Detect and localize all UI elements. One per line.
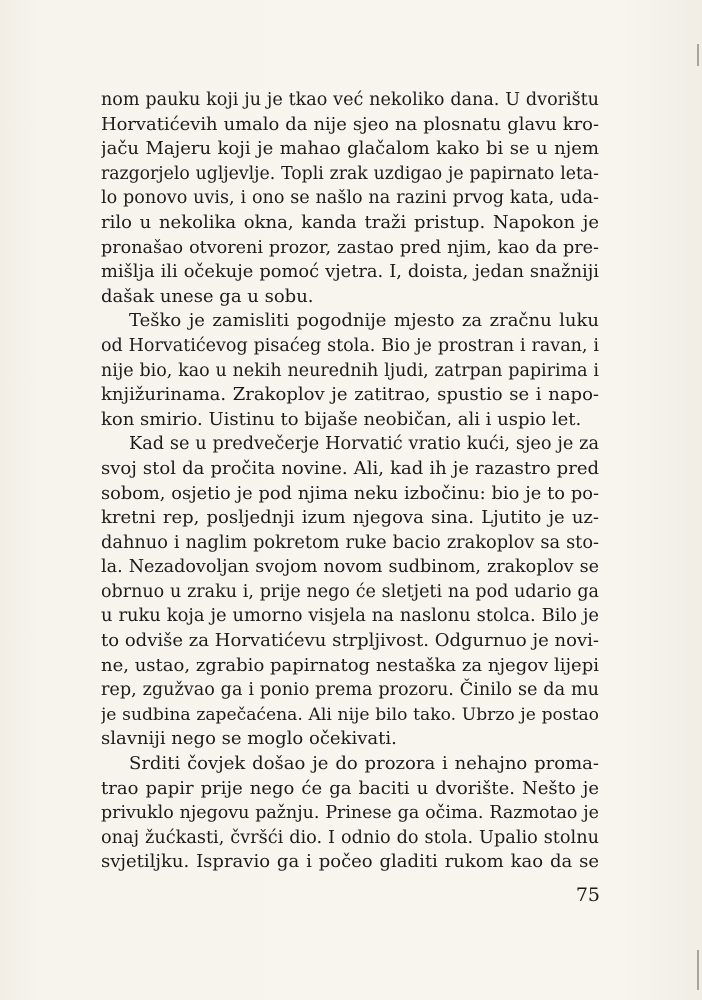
text-line: Kad se u predvečerje Horvatić vratio kući, sjeo je za [129, 434, 599, 455]
text-line: je sudbina zapečaćena. Ali nije bilo tako. Ubrzo je postao [101, 704, 599, 725]
text-line: nom pauku koji ju je tkao već nekoliko dana. U dvorištu [101, 90, 599, 110]
text-line: ne, ustao, zgrabio papirnatog nestaška za njegov lijepi [101, 654, 599, 676]
body-text [101, 88, 599, 875]
text-line: la. Nezadovoljan svojom novom sudbinom, zrakoplov se [101, 557, 599, 578]
text-line: Srditi čovjek došao je do prozora i nehajno proma- [129, 753, 599, 775]
page-number: 75 [575, 884, 600, 906]
text-line: razgorjelo ugljevlje. Topli zrak uzdigao je papirnato leta- [101, 163, 599, 184]
text-line: Horvatićevih umalo da nije sjeo na plosnatu glavu kro- [101, 113, 599, 135]
text-line: Teško je zamisliti pogodnije mjesto za zračnu luku [129, 310, 599, 332]
text-line: trao papir prije nego će ga baciti u dvorište. Nešto je [101, 777, 599, 799]
text-line: slavniji nego se moglo očekivati. [101, 728, 397, 750]
text-line: dahnuo i naglim pokretom ruke bacio zrakoplov sa sto- [101, 532, 599, 553]
text-line: to odviše za Horvatićevu strpljivost. Odgurnuo je novi- [101, 630, 599, 652]
text-line: obrnuo u zraku i, prije nego će sletjeti na pod udario ga [101, 581, 599, 602]
text-line: dašak unese ga u sobu. [101, 285, 314, 307]
text-line: privuklo njegovu pažnju. Prinese ga očima. Razmotao je [101, 803, 599, 824]
text-line: rep, zgužvao ga i ponio prema prozoru. Činilo se da mu [101, 680, 599, 701]
text-line: onaj žućkasti, čvršći dio. I odnio do stola. Upalio stolnu [101, 827, 599, 848]
text-line: mišlja ili očekuje pomoć vjetra. I, doista, jedan snažniji [101, 261, 599, 283]
text-line: od Horvatićevog pisaćeg stola. Bio je prostran i ravan, i [101, 335, 599, 356]
paragraph-2 [101, 309, 599, 432]
text-line: svjetiljku. Ispravio ga i počeo gladiti rukom kao da se [101, 851, 599, 873]
text-line: svoj stol da pročita novine. Ali, kad ih je razastro pred [101, 457, 599, 479]
page-edge-mark-top [697, 44, 699, 66]
text-line: kon smirio. Uistinu to bijaše neobičan, ali i uspio let. [101, 408, 582, 430]
paragraph-1 [101, 88, 599, 309]
text-line: lo ponovo uvis, i ono se našlo na razini prvog kata, uda- [101, 188, 599, 209]
text-line: rilo u nekolika okna, kanda traži pristup. Napokon je [101, 211, 599, 233]
text-line: pronašao otvoreni prozor, zastao pred njim, kao da pre- [101, 237, 599, 258]
page-edge-mark-bottom [697, 950, 699, 990]
text-line: sobom, osjetio je pod njima neku izbočinu: bio je to po- [101, 483, 599, 504]
text-line: u ruku koja je umorno visjela na naslonu stolca. Bilo je [101, 605, 599, 627]
text-line: jaču Majeru koji je mahao glačalom kako bi se u njem [101, 138, 599, 160]
text-line: knjižurinama. Zrakoplov je zatitrao, spustio se i napo- [101, 384, 599, 406]
text-line: kretni rep, posljednji izum njegova sina. Ljutito je uz- [101, 507, 599, 529]
text-line: nije bio, kao u nekih neurednih ljudi, zatrpan papirima i [101, 360, 599, 381]
paragraph-3 [101, 432, 599, 752]
paragraph-4 [101, 752, 599, 875]
